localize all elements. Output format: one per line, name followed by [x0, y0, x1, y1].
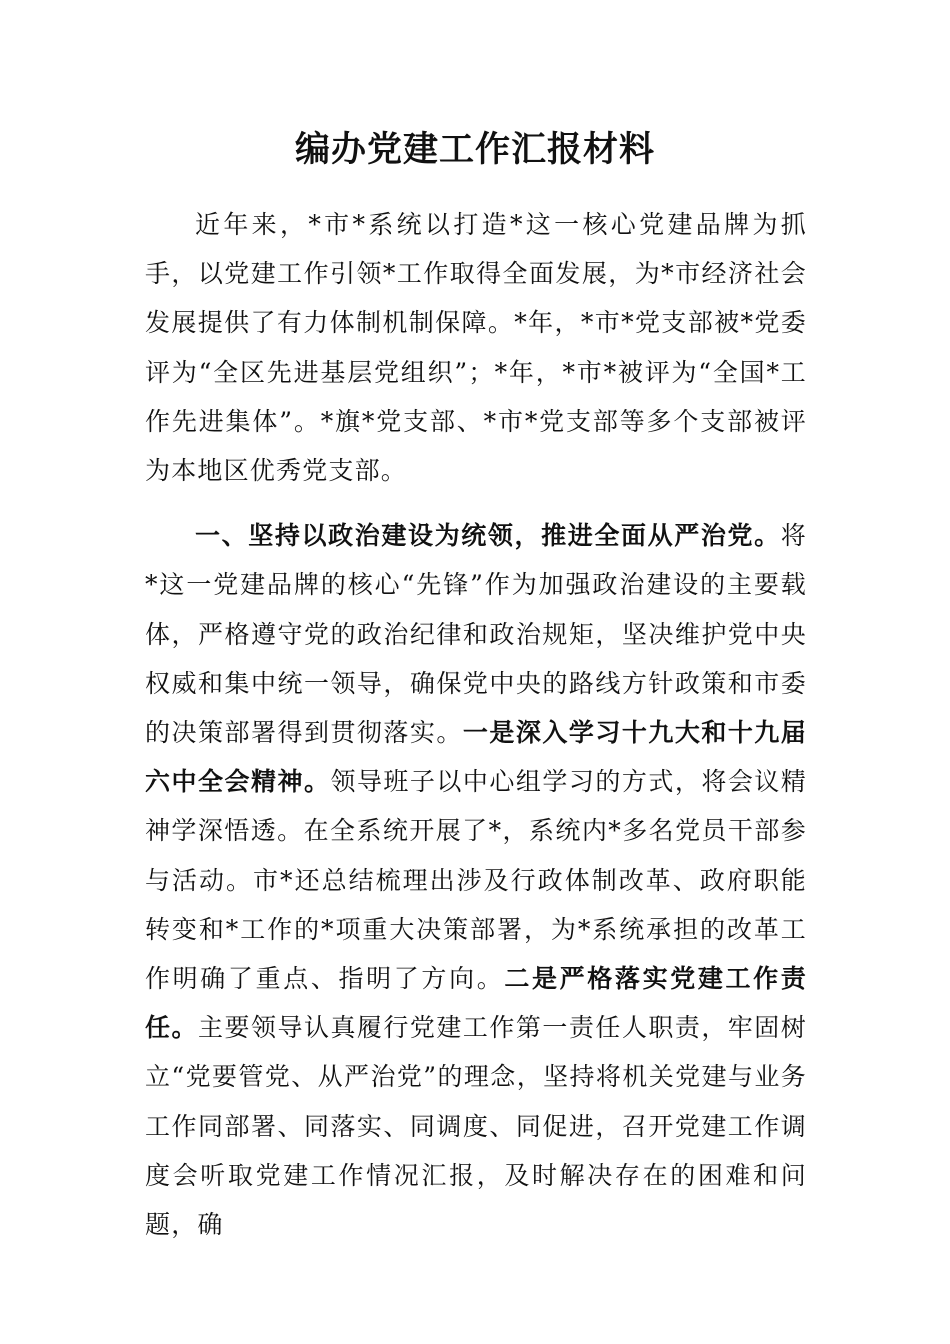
document-body [145, 200, 807, 1249]
intro-paragraph: 近年来，*市*系统以打造*这一核心党建品牌为抓手，以党建工作引领*工作取得全面发展，为*市经济社会发展提供了有力体制机制保障。*年，*市*党支部被*党委评为“全区先进基层党组织”；*年，*市*被评为“全国*工作先进集体”。*旗*党支部、*市*党支部等多个支部被评为本地区优秀党支部。 [145, 210, 807, 486]
point-1-text: 领导班子以中心组学习的方式，将会议精神学深悟透。在全系统开展了*，系统内*多名党员干部参与活动。市*还总结梳理出涉及行政体制改革、政府职能转变和*工作的*项重大决策部署，为*系统承担的改革工作明确了重点、指明了方向。 [145, 767, 808, 994]
section-1-heading: 一、坚持以政治建设为统领，推进全面从严治党。 [195, 521, 781, 551]
document-title: 编办党建工作汇报材料 [294, 129, 655, 170]
point-2-heading: 二是严格落实党建工作责任。 [145, 964, 807, 1043]
point-2-text: 主要领导认真履行党建工作第一责任人职责，牢固树立“党要管党、从严治党”的理念，坚持将机关党建与业务工作同部署、同落实、同调度、同促进，召开党建工作调度会听取党建工作情况汇报，及时解决存在的困难和问题，确 [145, 1013, 807, 1240]
section-1-text: 将*这一党建品牌的核心“先锋”作为加强政治建设的主要载体，严格遵守党的政治纪律和政治规矩，坚决维护党中央权威和集中统一领导，确保党中央的路线方针政策和市委的决策部署得到贯彻落实。 [145, 521, 807, 748]
section-1-paragraph [145, 511, 807, 1249]
point-1-heading: 一是深入学习十九大和十九届六中全会精神。 [145, 718, 807, 797]
